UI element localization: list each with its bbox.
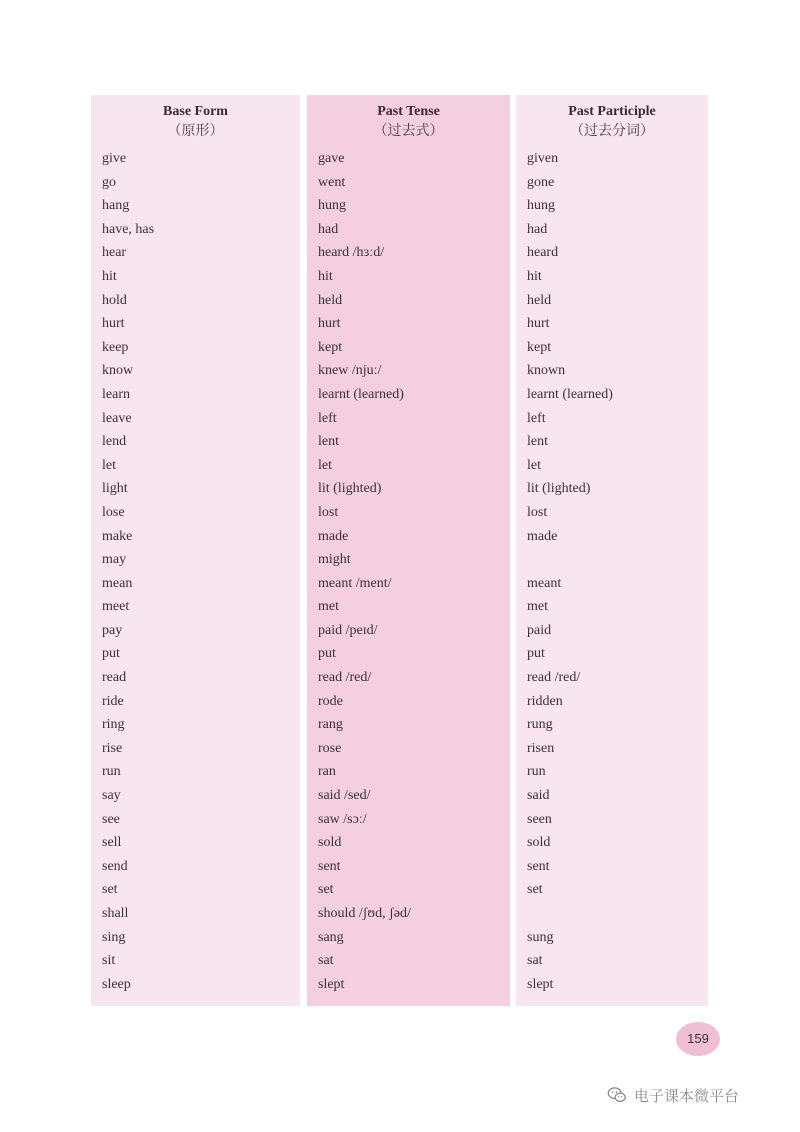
word-entry: hung — [318, 198, 346, 214]
word-entry: lost — [318, 504, 339, 520]
word-entry: sold — [527, 835, 551, 851]
word-entry: sleep — [102, 976, 131, 992]
word-entry: put — [527, 646, 545, 662]
column-past-tense — [307, 95, 510, 1006]
word-entry: hear — [102, 245, 127, 261]
word-entry: lost — [527, 504, 548, 520]
word-entry: gave — [318, 151, 345, 166]
word-entry: go — [102, 174, 116, 190]
word-entry: slept — [318, 976, 345, 992]
word-entry: hurt — [318, 316, 341, 332]
word-entry: let — [318, 457, 332, 473]
word-entry: lent — [318, 434, 339, 450]
word-list — [527, 147, 702, 996]
word-entry: saw /sɔː/ — [318, 811, 367, 827]
word-entry: known — [527, 363, 566, 379]
column-title: Past Participle — [568, 104, 656, 119]
word-entry: left — [527, 410, 546, 426]
column-base-form — [91, 95, 300, 1006]
word-entry: set — [527, 882, 543, 898]
column-header — [91, 103, 300, 141]
word-entry: set — [318, 882, 334, 898]
word-entry: risen — [527, 740, 555, 756]
word-entry: kept — [318, 339, 343, 355]
word-entry: rung — [527, 717, 553, 733]
word-entry: let — [527, 457, 541, 473]
word-entry: meet — [102, 599, 130, 615]
word-entry: paid /peɪd/ — [318, 622, 378, 638]
word-entry: give — [102, 151, 127, 166]
word-entry: run — [102, 764, 121, 780]
word-entry: see — [102, 811, 120, 827]
word-entry: rode — [318, 693, 343, 709]
column-header — [516, 103, 708, 141]
word-entry: should /ʃʊd, ʃəd/ — [318, 906, 411, 921]
word-entry: met — [527, 599, 548, 615]
word-entry: left — [318, 410, 337, 426]
word-entry: paid — [527, 622, 552, 638]
word-entry: sat — [527, 953, 543, 969]
word-entry: hit — [318, 268, 333, 284]
word-entry: sat — [318, 953, 334, 969]
word-entry — [527, 548, 702, 572]
word-entry: heard /hɜːd/ — [318, 245, 385, 261]
word-entry: hit — [527, 268, 542, 284]
word-entry: made — [318, 528, 349, 544]
word-entry: sell — [102, 835, 122, 851]
word-entry: put — [318, 646, 336, 662]
word-entry: sing — [102, 929, 126, 945]
word-entry: hurt — [102, 316, 125, 332]
word-entry: learn — [102, 386, 130, 402]
word-entry: kept — [527, 339, 552, 355]
word-entry: had — [318, 221, 339, 237]
word-entry: let — [102, 457, 116, 473]
word-entry: read /red/ — [527, 670, 581, 686]
word-entry: send — [102, 858, 128, 874]
watermark — [606, 1083, 739, 1107]
word-entry: lose — [102, 504, 125, 520]
word-entry: hold — [102, 292, 127, 308]
word-entry: pay — [102, 622, 123, 638]
word-entry: said — [527, 788, 550, 804]
word-entry: hurt — [527, 316, 550, 332]
column-past-participle — [516, 95, 708, 1006]
word-entry: light — [102, 481, 128, 497]
word-entry: have, has — [102, 221, 155, 237]
word-entry: ring — [102, 717, 125, 733]
word-entry: say — [102, 788, 121, 804]
word-entry: might — [318, 552, 351, 568]
word-entry: sang — [318, 929, 344, 945]
word-entry: read — [102, 670, 127, 686]
word-entry: hit — [102, 268, 117, 284]
word-entry: sold — [318, 835, 342, 851]
word-entry: leave — [102, 410, 132, 426]
word-entry: run — [527, 764, 546, 780]
word-entry: rise — [102, 740, 123, 756]
word-entry: sit — [102, 953, 116, 969]
word-entry: ran — [318, 764, 336, 780]
column-header — [307, 103, 510, 141]
word-entry: went — [318, 174, 346, 190]
word-entry: shall — [102, 906, 129, 921]
word-entry: lit (lighted) — [527, 481, 591, 497]
word-entry: make — [102, 528, 133, 544]
column-subtitle: （过去分词） — [570, 123, 654, 139]
column-subtitle: （过去式） — [373, 123, 444, 139]
word-entry: ride — [102, 693, 124, 709]
word-entry: ridden — [527, 693, 563, 709]
word-entry: sent — [527, 858, 550, 874]
word-entry: seen — [527, 811, 552, 827]
word-entry: mean — [102, 575, 133, 591]
word-entry: said /sed/ — [318, 788, 371, 804]
word-list — [102, 147, 294, 996]
word-entry: given — [527, 151, 559, 166]
wechat-icon — [606, 1084, 628, 1106]
column-title: Base Form — [163, 104, 228, 119]
word-entry: keep — [102, 339, 129, 355]
word-entry: read /red/ — [318, 670, 372, 686]
column-subtitle: （原形） — [167, 123, 224, 139]
word-entry: knew /njuː/ — [318, 363, 382, 379]
word-entry: rose — [318, 740, 342, 756]
word-entry — [527, 902, 702, 926]
word-entry: learnt (learned) — [318, 386, 404, 402]
word-entry: lent — [527, 434, 548, 450]
word-entry: learnt (learned) — [527, 386, 613, 402]
word-entry: held — [527, 292, 552, 308]
word-entry: made — [527, 528, 558, 544]
word-entry: met — [318, 599, 339, 615]
word-entry: may — [102, 552, 127, 568]
word-entry: hung — [527, 198, 555, 214]
word-entry: put — [102, 646, 120, 662]
word-entry: gone — [527, 174, 555, 190]
word-entry: lend — [102, 434, 127, 450]
page-number: 159 — [676, 1022, 720, 1056]
word-list — [318, 147, 504, 996]
column-title: Past Tense — [377, 104, 440, 119]
word-entry: sent — [318, 858, 341, 874]
word-entry: slept — [527, 976, 554, 992]
word-entry: rang — [318, 717, 343, 733]
word-entry: meant /ment/ — [318, 575, 392, 591]
word-entry: heard — [527, 245, 559, 261]
word-entry: lit (lighted) — [318, 481, 382, 497]
word-entry: meant — [527, 575, 562, 591]
word-entry: know — [102, 363, 134, 379]
word-entry: had — [527, 221, 548, 237]
watermark-text: 电子课本微平台 — [634, 1086, 740, 1105]
word-entry: sung — [527, 929, 554, 945]
word-entry: held — [318, 292, 343, 308]
word-entry: set — [102, 882, 118, 898]
word-entry: hang — [102, 198, 130, 214]
